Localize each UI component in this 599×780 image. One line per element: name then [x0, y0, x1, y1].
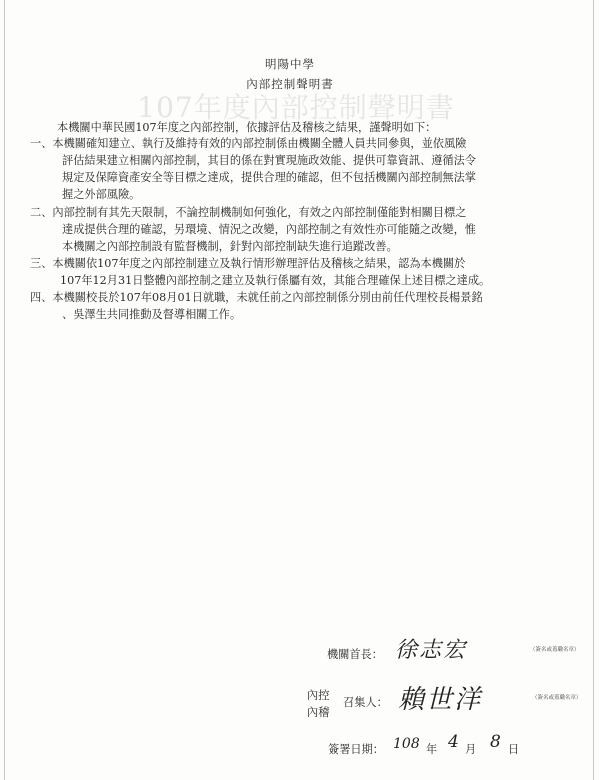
date-year-unit: 年 [426, 743, 438, 756]
item-line: 規定及保障資產安全等目標之達成，提供合理的確認，但不包括機關內部控制無法掌 [62, 171, 476, 184]
convener-signature: 賴世洋 [398, 685, 483, 715]
head-stamp-note: （簽名或蓋職名章） [530, 647, 580, 653]
document-title: 內部控制聲明書 [246, 77, 334, 91]
item-line: 四、本機關校長於107年08月01日就職，未就任前之內部控制係分別由前任代理校長楊景銘 [30, 291, 483, 304]
item-line: 三、本機關依107年度之內部控制建立及執行情形辦理評估及稽核之結果，認為本機關於 [30, 257, 466, 270]
statement-item-1 [30, 135, 476, 203]
scan-border-left [4, 0, 5, 780]
item-line: 握之外部風險。 [62, 188, 141, 201]
date-label: 簽署日期： [328, 743, 384, 756]
item-line: 達成提供合理的確認，另環境、情況之改變，內部控制之有效性亦可能隨之改變，惟 [62, 223, 476, 236]
item-line: 本機關之內部控制設有監督機制，針對內部控制缺失進行追蹤改善。 [62, 240, 398, 253]
item-line: 一、本機關確知建立、執行及維持有效的內部控制係由機關全體人員共同參與，並依風險 [30, 137, 467, 150]
date-month: 4 [448, 732, 459, 752]
statement-item-3 [30, 255, 490, 289]
item-line: 二、內部控制有其先天限制，不論控制機制如何強化，有效之內部控制僅能對相關目標之 [30, 206, 467, 219]
head-signature: 徐志宏 [395, 638, 468, 663]
school-name: 明陽中學 [265, 57, 315, 71]
intro-statement: 本機關中華民國107年度之內部控制，依據評估及稽核之結果，謹聲明如下： [57, 121, 437, 134]
date-day-unit: 日 [508, 743, 520, 756]
item-line: 107年12月31日整體內部控制之建立及執行係屬有效，其能合理確保上述目標之達成。 [60, 274, 491, 287]
internal-control-label: 內控 [307, 689, 330, 702]
item-line: 評估結果建立相關內部控制，其目的係在對實現施政效能、提供可靠資訊、遵循法令 [62, 154, 476, 167]
internal-audit-label: 內稽 [307, 706, 330, 719]
title-watermark: 107年度內部控制聲明書 [137, 91, 455, 124]
scan-border-right [593, 0, 594, 780]
convener-stamp-note: （簽名或蓋職名章） [532, 695, 582, 701]
statement-item-2 [30, 204, 476, 255]
date-year: 108 [393, 736, 420, 752]
date-day: 8 [490, 732, 501, 752]
date-month-unit: 月 [465, 743, 477, 756]
convener-label: 召集人： [343, 696, 388, 709]
statement-item-4 [30, 289, 483, 323]
head-label: 機關首長： [327, 648, 383, 661]
item-line: 、吳澤生共同推動及督導相關工作。 [62, 308, 242, 321]
